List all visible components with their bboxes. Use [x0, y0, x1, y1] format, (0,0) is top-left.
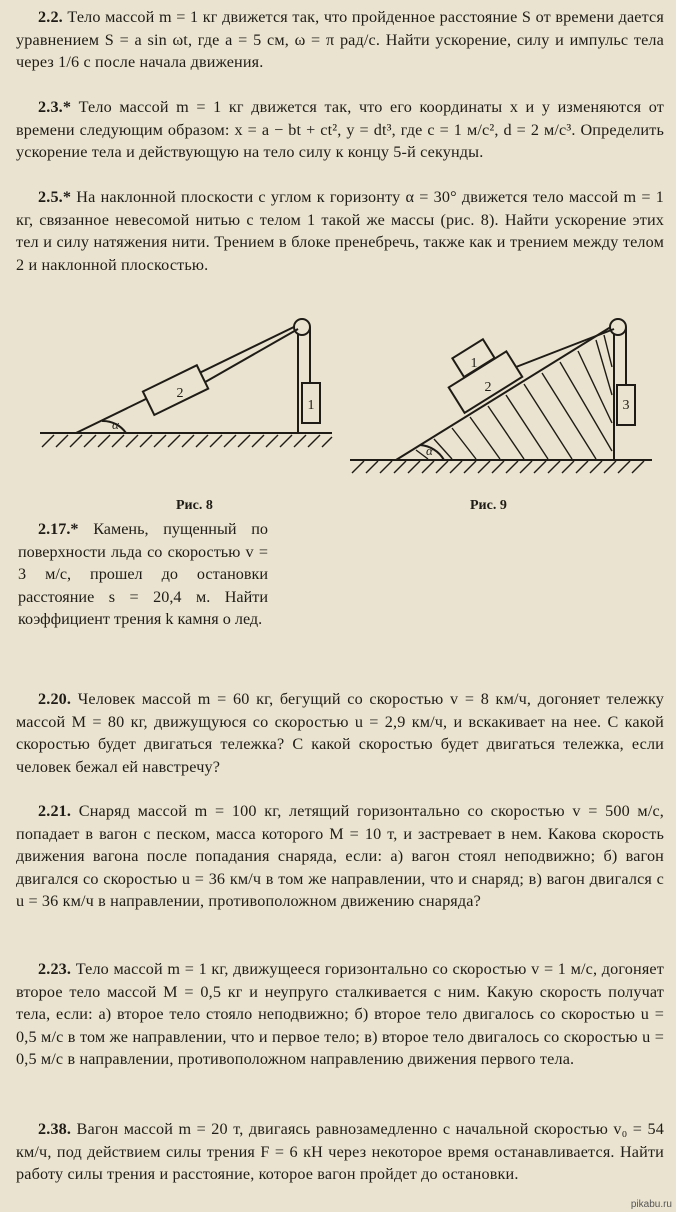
- block-1-label: 1: [307, 398, 315, 413]
- figure-8: [36, 305, 336, 475]
- problem-text: Тело массой m = 1 кг движется так, что его координаты x и y изменяются от времени следующим образом: x = a − bt + ct², y = dt³, где c = 1 м/с², d = 2 м/с³. Определить ускорение тела и действующую на тело силу к концу 5-й секунды.: [16, 98, 664, 162]
- watermark: pikabu.ru: [630, 1199, 672, 1210]
- problem-text: На наклонной плоскости с углом к горизонту α = 30° движется тело массой m = 1 кг, связанное невесомой нитью с телом 1 такой же массы (рис. 8). Найти ускорение этих тел и силу натяжения нити. Трением в блоке пренебречь, также как и трением между телом 2 и наклонной плоскостью.: [16, 188, 664, 274]
- problem-2-5: [16, 186, 664, 276]
- block-2-label: 2: [176, 386, 184, 401]
- problem-2-3: [16, 96, 664, 164]
- problem-text: Тело массой m = 1 кг, движущееся горизонтально со скоростью v = 1 м/с, догоняет второе тело массой M = 0,5 кг и неупруго сталкивается с ним. Какую скорость получат тела, если: а) второе тело стояло неподвижно; б) второе тело двигалось со скоростью u = 0,5 м/с в том же направлении, что и первое тело; в) второе тело двигалось со скоростью u = 0,5 м/с в направлении, противоположном направлению движения первого тела.: [16, 960, 664, 1069]
- problem-number: 2.2.: [38, 8, 63, 26]
- problem-number: 2.20.: [38, 690, 72, 708]
- problem-text: Тело массой m = 1 кг движется так, что пройденное расстояние S от времени дается уравнением S = a sin ωt, где a = 5 см, ω = π рад/с. Найти ускорение, силу и импульс тела через 1/6 с после начала движения.: [16, 8, 664, 72]
- pulley: [294, 319, 310, 335]
- problem-2-23: [16, 958, 664, 1071]
- problem-2-20: [16, 688, 664, 778]
- figure-8-caption: Рис. 8: [176, 498, 213, 513]
- problem-2-2: [16, 6, 664, 74]
- problem-text: Вагон массой m = 20 т, двигаясь равнозамедленно с начальной скоростью v₀ = 54 км/ч, под действием силы трения F = 6 кН через некоторое время останавливается. Найти работу силы трения и расстояние, которое вагон пройдет до остановки.: [16, 1120, 664, 1184]
- problem-2-38: [16, 1118, 664, 1186]
- figure-9-caption: Рис. 9: [470, 498, 507, 513]
- angle-label: α: [426, 443, 433, 458]
- problem-number: 2.21.: [38, 802, 72, 820]
- block-2-label: 2: [484, 380, 492, 395]
- problem-number: 2.5.*: [38, 188, 72, 206]
- angle-label: α: [112, 417, 119, 432]
- problem-2-21: [16, 800, 664, 913]
- problem-number: 2.38.: [38, 1120, 72, 1138]
- problem-number: 2.17.*: [38, 520, 79, 538]
- block-1-label: 1: [470, 356, 478, 371]
- problem-text: Снаряд массой m = 100 кг, летящий горизонтально со скоростью v = 500 м/с, попадает в вагон с песком, масса которого M = 10 т, и застревает в нем. Какова скорость движения вагона после попадания снаряда, если: а) вагон стоял неподвижно; б) вагон двигался со скоростью u = 36 км/ч в том же направлении, что и снаряд; в) вагон двигался с u = 36 км/ч в направлении, противоположном движению снаряда?: [16, 802, 664, 911]
- incline-line: [396, 325, 614, 460]
- problem-text: Человек массой m = 60 кг, бегущий со скоростью v = 8 км/ч, догоняет тележку массой M = 80 кг, движущуюся со скоростью u = 2,9 км/ч, и вскакивает на нее. С какой скоростью будет двигаться тележка? С какой скоростью будет двигаться тележка, если человек бежал ей навстречу?: [16, 690, 665, 776]
- problem-number: 2.3.*: [38, 98, 72, 116]
- block-3-label: 3: [622, 398, 630, 413]
- pulley: [610, 319, 626, 335]
- problem-text: Камень, пущенный по поверхности льда со скоростью v = 3 м/с, прошел до остановки расстояние s = 20,4 м. Найти коэффициент трения k камня о лед.: [18, 520, 268, 629]
- figure-9: [346, 305, 656, 475]
- problem-number: 2.23.: [38, 960, 72, 978]
- problem-2-17: [18, 518, 268, 631]
- string-incline: [516, 329, 614, 367]
